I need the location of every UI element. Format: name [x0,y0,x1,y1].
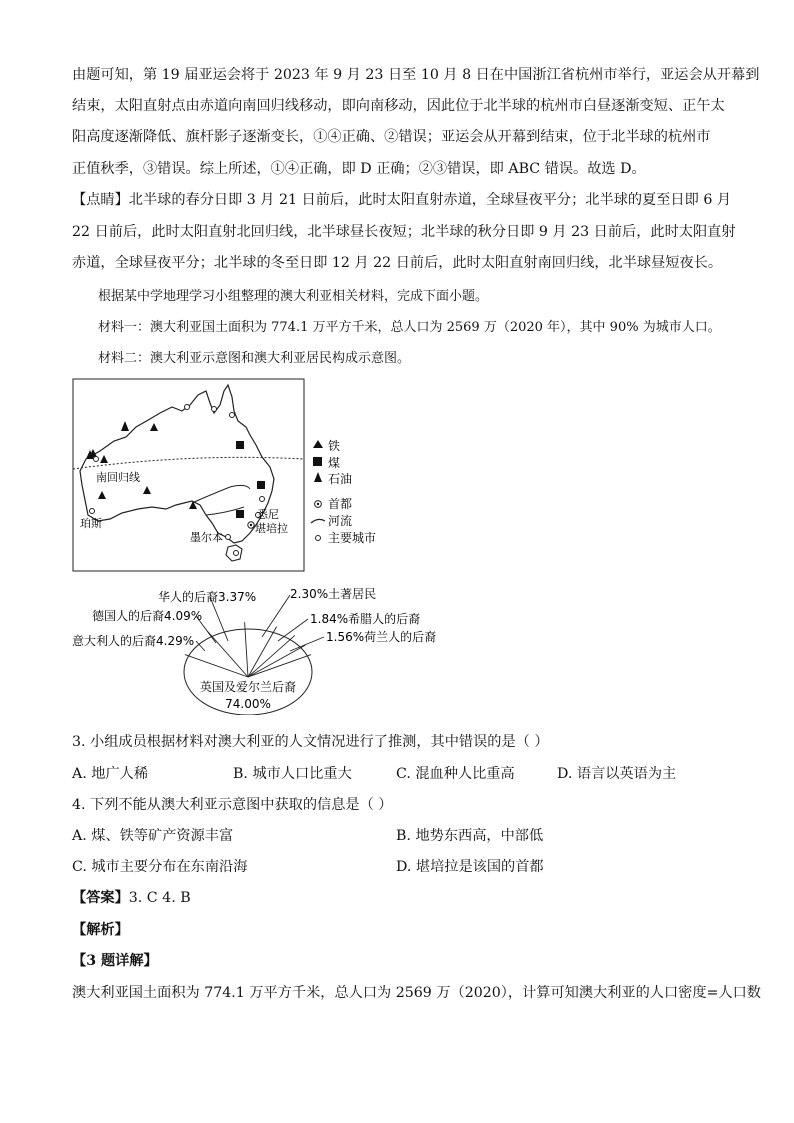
pie-center-value: 74.00% [225,697,271,711]
legend-oil: 石油 [328,472,353,486]
answer-tag: 【答案】 [72,890,129,906]
pie-leader-line [262,595,290,637]
q3-option-b[interactable]: B. 城市人口比重大 [233,766,352,782]
legend-river: 河流 [328,514,353,528]
iron-markers [89,423,197,509]
legend-iron-icon [313,440,323,448]
city-marker [234,551,239,556]
pie-slice-lines [185,595,324,677]
city-canberra: 堪培拉 [255,522,288,535]
pie-label-italian: 意大利人的后裔4.29% [72,634,195,648]
q4-option-b[interactable]: B. 地势东西高，中部低 [396,828,544,844]
city-marker [226,535,231,540]
coal-marker [236,510,244,518]
city-marker [90,509,95,514]
pie-label-greek: 1.84%希腊人的后裔 [310,612,421,626]
legend-capital: 首都 [328,497,353,511]
legend-iron: 铁 [328,439,341,453]
legend-river-icon [311,519,325,523]
analysis-line: 正值秋季，③错误。综上所述，①④正确，即 D 正确；②③错误，即 ABC 错误。故选 D。 [72,161,646,177]
city-marker [230,413,235,418]
q4-option-a[interactable]: A. 煤、铁等矿产资源丰富 [72,828,234,844]
detail-tag: 【3 题详解】 [72,953,158,969]
q3-stem: 3. 小组成员根据材料对澳大利亚的人文情况进行了推测，其中错误的是（ ） [72,734,549,750]
q3-option-a[interactable]: A. 地广人稀 [72,766,149,782]
australia-outline [80,385,274,543]
figures [0,375,794,715]
iron-marker [98,491,106,499]
coal-marker [257,481,265,489]
material-two: 材料二：澳大利亚示意图和澳大利亚居民构成示意图。 [98,351,411,366]
detail-line: 澳大利亚国土面积为 774.1 万平方千米，总人口为 2569 万（2020），计算可知澳大利亚的人口密度=人口数 [72,985,761,1001]
q3-option-d[interactable]: D. 语言以英语为主 [557,766,677,782]
city-marker [260,497,265,502]
answer-text: 3. C 4. B [128,890,191,906]
analysis-line: 结束，太阳直射点由赤道向南回归线移动，即向南移动，因此位于北半球的杭州市白昼逐渐变短、正午太 [72,98,725,114]
pie-leader-line [290,637,324,651]
pie-label-chinese: 华人的后裔3.37% [158,590,257,604]
analysis-line: 阳高度逐渐降低、旗杆影子逐渐变长，①④正确、②错误；亚运会从开幕到结束，位于北半球的杭州市 [72,129,711,145]
iron-marker [100,455,108,463]
legend-city: 主要城市 [328,531,377,545]
tropic-label: 南回归线 [96,471,140,484]
q4-option-d[interactable]: D. 堪培拉是该国的首都 [396,859,544,875]
answer-line [72,888,191,908]
analysis-line: 由题可知，第 19 届亚运会将于 2023 年 9 月 23 日至 10 月 8 日在中国浙江省杭州市举行，亚运会从开幕到 [72,67,760,83]
legend-coal-icon [313,457,322,466]
oil-marker [121,421,129,431]
iron-marker [189,501,197,509]
pie-center-label: 英国及爱尔兰后裔 [199,680,297,694]
tip-line: 赤道，全球昼夜平分；北半球的冬至日即 12 月 22 日前后，此时太阳直射南回归线，北半球昼短夜长。 [72,255,723,271]
coal-markers [236,441,265,518]
iron-marker [143,486,151,494]
pie-label-native: 2.30%土著居民 [290,587,377,601]
iron-marker [150,423,158,431]
q3-option-c[interactable]: C. 混血种人比重高 [396,766,515,782]
city-melbourne: 墨尔本 [190,531,223,544]
q4-stem: 4. 下列不能从澳大利亚示意图中获取的信息是（ ） [72,797,393,813]
pie-slice-divider [248,635,295,677]
city-marker [94,457,99,462]
city-marker [185,405,190,410]
legend-city-icon [316,536,321,541]
legend-capital-dot [317,503,319,505]
legend-oil-icon [314,472,322,482]
tip-line: 22 日前后，此时太阳直射北回归线，北半球昼长夜短；北半球的秋分日即 9 月 23 日前后，此时太阳直射 [72,224,736,240]
pie-leader-line [278,619,308,641]
pie-slice-divider [245,622,248,677]
city-marker [212,407,217,412]
tropic-line [73,457,304,469]
q4-option-c[interactable]: C. 城市主要分布在东南沿海 [72,859,248,875]
city-perth: 珀斯 [80,517,102,530]
city-sydney: 悉尼 [257,508,279,521]
river [192,485,250,503]
pie-slice-divider [248,655,311,677]
material-one: 材料一：澳大利亚国土面积为 774.1 万平方千米，总人口为 2569 万（2020 年），其中 90% 为城市人口。 [98,320,721,335]
pie-label-dutch: 1.56%荷兰人的后裔 [326,630,437,644]
intro-text: 根据某中学地理学习小组整理的澳大利亚相关材料，完成下面小题。 [98,289,489,304]
tip-line: 【点睛】北半球的春分日即 3 月 21 日前后，此时太阳直射赤道，全球昼夜平分；北半球的夏至日即 6 月 [72,192,732,208]
analysis-tag: 【解析】 [72,922,129,938]
capital-marker-dot [250,524,252,526]
coal-marker [236,441,244,449]
pie-label-german: 德国人的后裔4.09% [92,609,203,623]
legend-coal: 煤 [328,456,341,470]
